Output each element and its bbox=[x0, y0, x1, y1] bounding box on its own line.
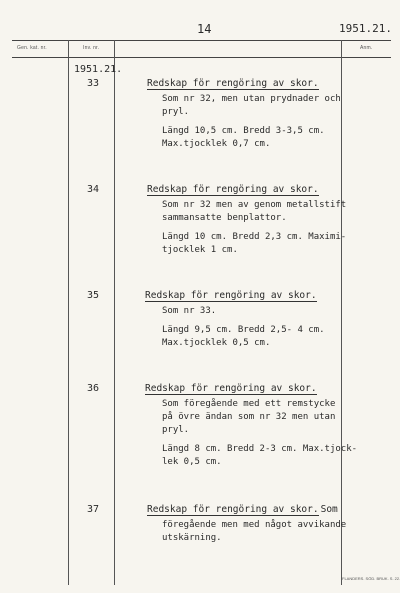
description-line: Längd 10 cm. Bredd 2,3 cm. Maximi- bbox=[162, 232, 347, 242]
column-header-anm: Anm. bbox=[360, 45, 373, 51]
catalog-year-header: 1951.21. bbox=[339, 22, 392, 35]
entry-title-continuation: Som bbox=[320, 504, 338, 515]
entry-description bbox=[162, 519, 348, 545]
inventory-number: 37 bbox=[87, 504, 100, 515]
description-line: Som nr 33. bbox=[162, 306, 217, 316]
entry-title-text: Redskap för rengöring av skor. bbox=[147, 504, 319, 515]
inventory-number: 34 bbox=[87, 184, 100, 195]
entry-title-text: Redskap för rengöring av skor. bbox=[147, 184, 319, 195]
column-header-gen-kat: Gen. kat. nr. bbox=[17, 45, 47, 51]
entry-title bbox=[147, 504, 338, 516]
description-line: utskärning. bbox=[162, 533, 222, 543]
column-divider-1 bbox=[68, 40, 69, 585]
entry-title-text: Redskap för rengöring av skor. bbox=[147, 78, 319, 89]
description-line: Längd 10,5 cm. Bredd 3-3,5 cm. bbox=[162, 126, 325, 136]
printer-imprint: FLANDERS. SÖD. BRUK. S. 22. bbox=[342, 576, 400, 581]
entry-title bbox=[145, 383, 317, 395]
column-divider-2 bbox=[114, 40, 115, 585]
description-line: Max.tjocklek 0,5 cm. bbox=[162, 338, 271, 348]
description-line: Som nr 32, men utan prydnader och bbox=[162, 94, 341, 104]
entry-description bbox=[162, 398, 358, 469]
entry-title bbox=[147, 184, 319, 196]
entry-description bbox=[162, 93, 348, 151]
inventory-number: 35 bbox=[87, 290, 100, 301]
entry-title-text: Redskap för rengöring av skor. bbox=[145, 290, 317, 301]
entry-title bbox=[145, 290, 317, 302]
description-line: Max.tjocklek 0,7 cm. bbox=[162, 139, 271, 149]
description-line: Som nr 32 men av genom metallstift bbox=[162, 200, 347, 210]
year-label: 1951.21. bbox=[74, 64, 123, 75]
entry-description bbox=[162, 199, 348, 257]
column-header-inv: Inv. nr. bbox=[83, 45, 100, 51]
description-line: föregående men med något avvikande bbox=[162, 520, 347, 530]
description-line: pryl. bbox=[162, 425, 190, 435]
description-line: Längd 8 cm. Bredd 2-3 cm. Max.tjock- bbox=[162, 444, 358, 454]
description-line: på övre ändan som nr 32 men utan bbox=[162, 412, 336, 422]
inventory-number: 33 bbox=[87, 78, 100, 89]
description-line: Som föregående med ett remstycke bbox=[162, 399, 336, 409]
description-line: pryl. bbox=[162, 107, 190, 117]
description-line: sammansatte benplattor. bbox=[162, 213, 287, 223]
page-number: 14 bbox=[197, 22, 212, 36]
entry-description bbox=[162, 305, 348, 350]
entry-title bbox=[147, 78, 319, 90]
description-line: lek 0,5 cm. bbox=[162, 457, 222, 467]
description-line: tjocklek 1 cm. bbox=[162, 245, 238, 255]
entry-title-text: Redskap för rengöring av skor. bbox=[145, 383, 317, 394]
inventory-number: 36 bbox=[87, 383, 100, 394]
description-line: Längd 9,5 cm. Bredd 2,5- 4 cm. bbox=[162, 325, 325, 335]
